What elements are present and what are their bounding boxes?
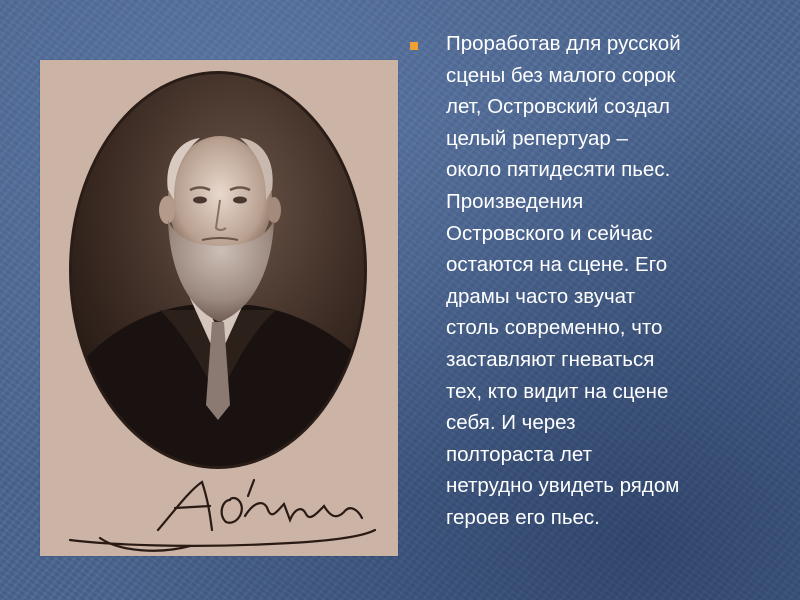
portrait-frame (40, 60, 398, 556)
bullet-square-icon (410, 42, 418, 50)
body-paragraph: Проработав для русской сцены без малого сорок лет, Островский создал целый репертуар – около пятидесяти пьес. Произведения Островского и сейчас остаются на сцене. Его драмы часто звучат столь современно, что заставляют гневаться тех, кто видит на сцене себя. И через полтораста лет нетрудно увидеть рядом героев его пьес. (446, 32, 681, 529)
text-block (410, 28, 770, 534)
signature (70, 480, 375, 551)
portrait-image (40, 60, 398, 556)
